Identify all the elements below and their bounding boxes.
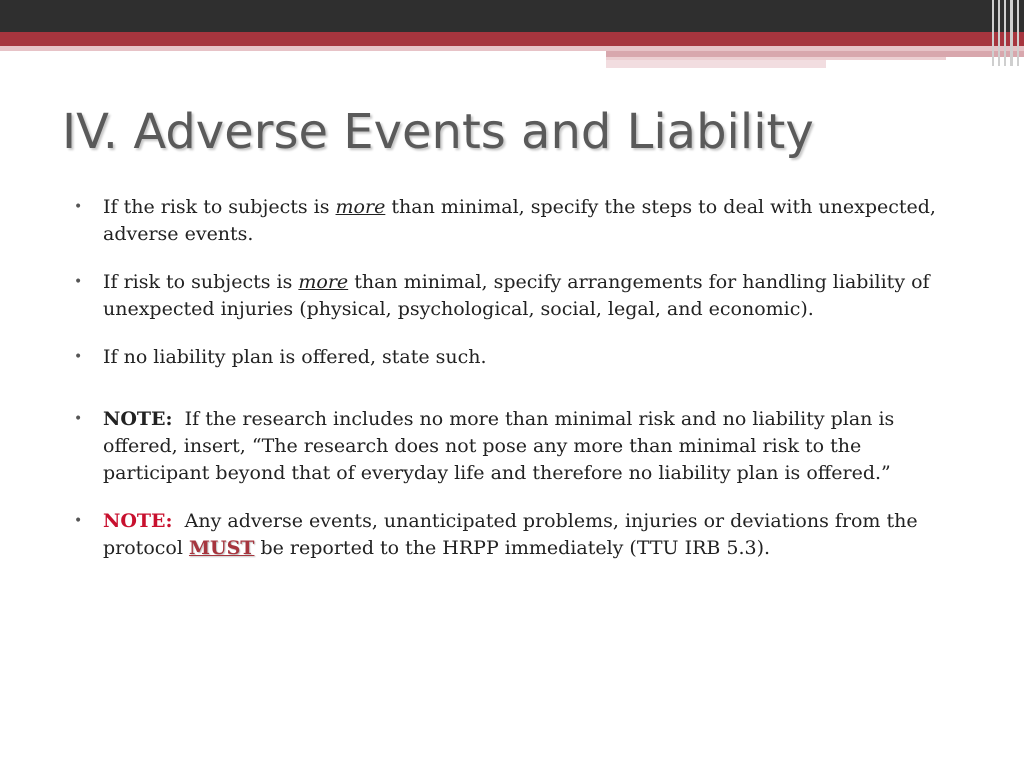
emphasis-more: more — [298, 271, 349, 293]
header-stripe — [1010, 0, 1013, 66]
header-stripe — [1004, 0, 1006, 66]
bullet-marker: • — [74, 199, 83, 215]
bullet-list — [74, 194, 964, 562]
header-stripe — [998, 0, 1000, 66]
bullet-item: • NOTE: Any adverse events, unanticipated problems, injuries or deviations from the protocol MUST be reported to the HRPP immediately (TTU IRB 5.3). — [74, 510, 918, 559]
bullet-marker: • — [74, 513, 83, 529]
header-stripe — [992, 0, 994, 66]
bullet-item: • If risk to subjects is more than minimal, specify arrangements for handling liability of unexpected injuries (physical, psychological, social, legal, and economic). — [74, 271, 930, 320]
header-accent-bar — [606, 60, 826, 68]
header-dark-bar — [0, 0, 1024, 32]
slide-title: IV. Adverse Events and Liability — [62, 104, 814, 160]
bullet-marker: • — [74, 274, 83, 290]
note-label-red: NOTE: — [103, 510, 173, 532]
bullet-item: • If no liability plan is offered, state such. — [74, 344, 964, 371]
bullet-item: • If the risk to subjects is more than minimal, specify the steps to deal with unexpected, adverse events. — [74, 196, 936, 245]
note-label: NOTE: — [103, 408, 173, 430]
bullet-marker: • — [74, 349, 83, 365]
must-emphasis: MUST — [188, 537, 255, 559]
header-red-band — [0, 32, 1024, 46]
bullet-marker: • — [74, 411, 83, 427]
bullet-item: • NOTE: If the research includes no more than minimal risk and no liability plan is offered, insert, “The research does not pose any more than minimal risk to the participant beyond that of everyday life and therefore no liability plan is offered.” — [74, 408, 895, 484]
emphasis-more: more — [335, 196, 386, 218]
header-stripe — [1017, 0, 1019, 66]
